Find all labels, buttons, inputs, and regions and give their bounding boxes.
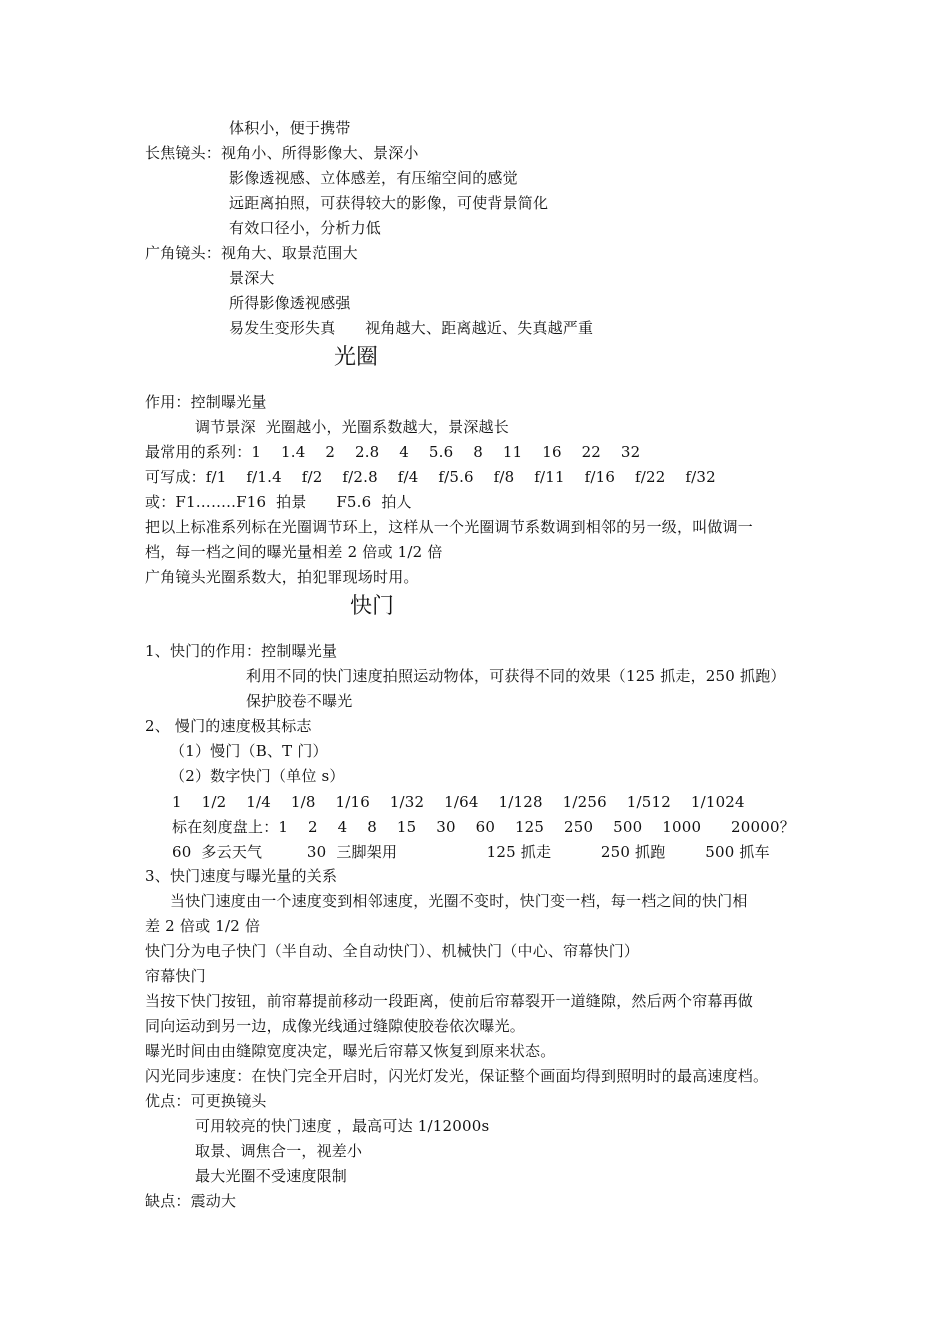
text-line: 标在刻度盘上：1 2 4 8 15 30 60 125 250 500 1000 20000？ [172, 818, 795, 836]
text-line: 或：F1……..F16 拍景 F5.6 拍人 [145, 493, 412, 511]
text-line: （1）慢门（B、T 门） [170, 742, 328, 760]
text-line: 60 多云天气 30 三脚架用 125 抓走 250 抓跑 500 抓车 [172, 843, 770, 861]
text-line: 缺点：震动大 [145, 1192, 237, 1210]
text-line: 3、快门速度与曝光量的关系 [145, 867, 338, 885]
text-line: 利用不同的快门速度拍照运动物体，可获得不同的效果（125 抓走，250 抓跑） [246, 667, 786, 685]
text-line: 帘幕快门 [145, 967, 206, 985]
text-line: 当按下快门按钮，前帘幕提前移动一段距离，使前后帘幕裂开一道缝隙，然后两个帘幕再做 [145, 992, 754, 1010]
text-line: 所得影像透视感强 [229, 294, 351, 312]
text-line: 调节景深 光圈越小，光圈系数越大，景深越长 [195, 418, 509, 436]
text-line: 同向运动到另一边，成像光线通过缝隙使胶卷依次曝光。 [145, 1017, 526, 1035]
text-line: 2、 慢门的速度极其标志 [145, 717, 312, 735]
text-line: 影像透视感、立体感差，有压缩空间的感觉 [229, 169, 518, 187]
text-line: 优点：可更换镜头 [145, 1092, 267, 1110]
text-line: 差 2 倍或 1/2 倍 [145, 917, 261, 935]
text-line: 最大光圈不受速度限制 [195, 1167, 348, 1185]
text-line: 保护胶卷不曝光 [246, 692, 353, 710]
text-line: 取景、调焦合一，视差小 [195, 1142, 363, 1160]
text-line: 1、快门的作用：控制曝光量 [145, 642, 338, 660]
text-line: 远距离拍照，可获得较大的影像，可使背景简化 [229, 194, 549, 212]
text-line: 1 1/2 1/4 1/8 1/16 1/32 1/64 1/128 1/256 1/512 1/1024 [172, 793, 745, 811]
text-line: 体积小，便于携带 [229, 119, 351, 137]
text-line: 闪光同步速度：在快门完全开启时，闪光灯发光，保证整个画面均得到照明时的最高速度档。 [145, 1067, 769, 1085]
text-line: 最常用的系列：1 1.4 2 2.8 4 5.6 8 11 16 22 32 [145, 443, 641, 461]
text-line: 有效口径小，分析力低 [229, 219, 382, 237]
text-line: 长焦镜头：视角小、所得影像大、景深小 [145, 144, 419, 162]
text-line: 广角镜头：视角大、取景范围大 [145, 244, 358, 262]
section-heading-shutter: 快门 [350, 594, 395, 619]
text-line: 档，每一档之间的曝光量相差 2 倍或 1/2 倍 [145, 543, 443, 561]
text-line: 景深大 [229, 269, 275, 287]
text-line: 当快门速度由一个速度变到相邻速度，光圈不变时，快门变一档，每一档之间的快门相 [170, 892, 748, 910]
section-heading-aperture: 光圈 [334, 345, 379, 370]
text-line: 易发生变形失真 视角越大、距离越近、失真越严重 [229, 319, 594, 337]
text-line: （2）数字快门（单位 s） [170, 767, 345, 785]
text-line: 快门分为电子快门（半自动、全自动快门）、机械快门（中心、帘幕快门） [145, 942, 640, 960]
text-line: 可写成：f/1 f/1.4 f/2 f/2.8 f/4 f/5.6 f/8 f/11 f/16 f/22 f/32 [145, 468, 716, 486]
text-line: 可用较亮的快门速度 ，最高可达 1/12000s [195, 1117, 490, 1135]
text-line: 曝光时间由由缝隙宽度决定，曝光后帘幕又恢复到原来状态。 [145, 1042, 556, 1060]
text-line: 把以上标准系列标在光圈调节环上，这样从一个光圈调节系数调到相邻的另一级，叫做调一 [145, 518, 754, 536]
text-line: 作用：控制曝光量 [145, 393, 267, 411]
text-line: 广角镜头光圈系数大，拍犯罪现场时用。 [145, 568, 419, 586]
